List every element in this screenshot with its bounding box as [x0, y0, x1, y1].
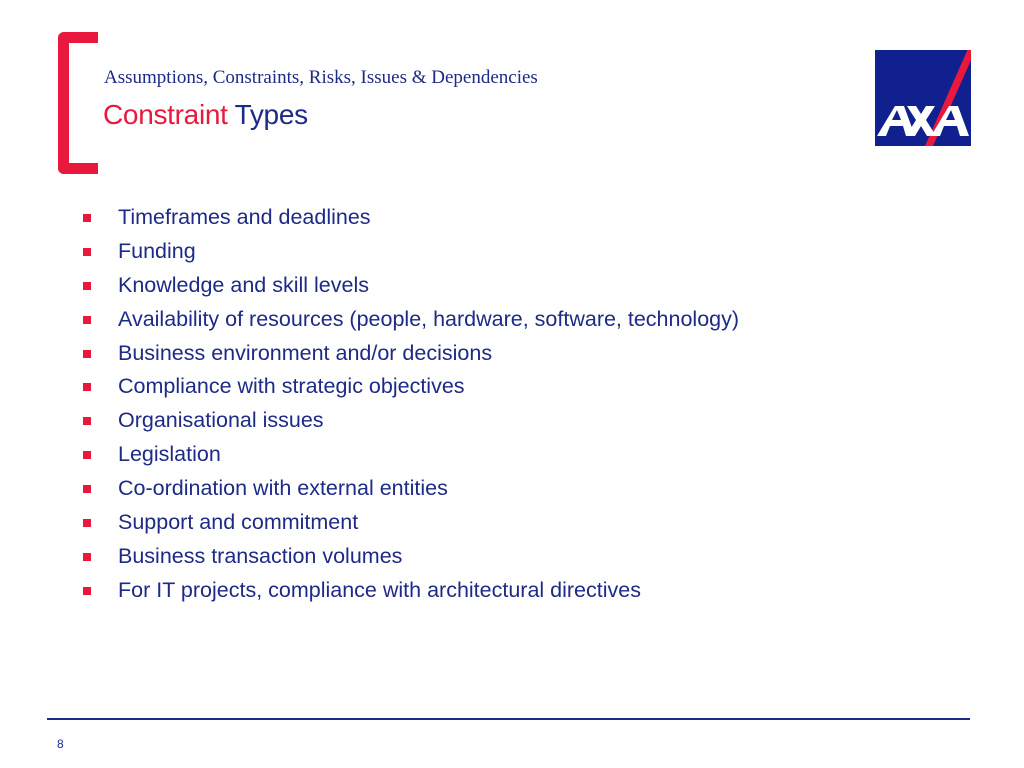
axa-logo: [875, 50, 971, 146]
axa-logo-text: AXA: [875, 50, 878, 51]
bullet-marker: [83, 383, 91, 391]
bullet-marker: [83, 451, 91, 459]
bullet-marker: [83, 553, 91, 561]
slide: Assumptions, Constraints, Risks, Issues & Dependencies Constraint Types AXA Timeframes and deadlines Funding Knowledge and skill levels Availability of resources (people, hardware, software, technology) Business environment and/or decisions Compliance with strategic objectives Organisational issues Legislation Co-ordination with external entities Support and commitment Business transaction volumes For IT projects, compliance with architectural directives 8: [0, 0, 1024, 768]
red-bracket-decoration: [58, 32, 98, 174]
page-title-rest: Types: [227, 99, 308, 130]
bullet-marker: [83, 316, 91, 324]
bullet-marker: [83, 485, 91, 493]
page-number: 8: [57, 737, 64, 751]
bullet-marker: [83, 519, 91, 527]
bullet-marker: [83, 417, 91, 425]
page-title-highlight: Constraint: [103, 99, 228, 130]
bullet-marker: [83, 587, 91, 595]
section-breadcrumb: Assumptions, Constraints, Risks, Issues & Dependencies: [104, 67, 538, 88]
page-title: [103, 99, 308, 131]
bullet-marker: [83, 282, 91, 290]
footer-divider: [47, 718, 970, 720]
bullet-marker: [83, 248, 91, 256]
bullet-marker: [83, 350, 91, 358]
bullet-marker: [83, 214, 91, 222]
